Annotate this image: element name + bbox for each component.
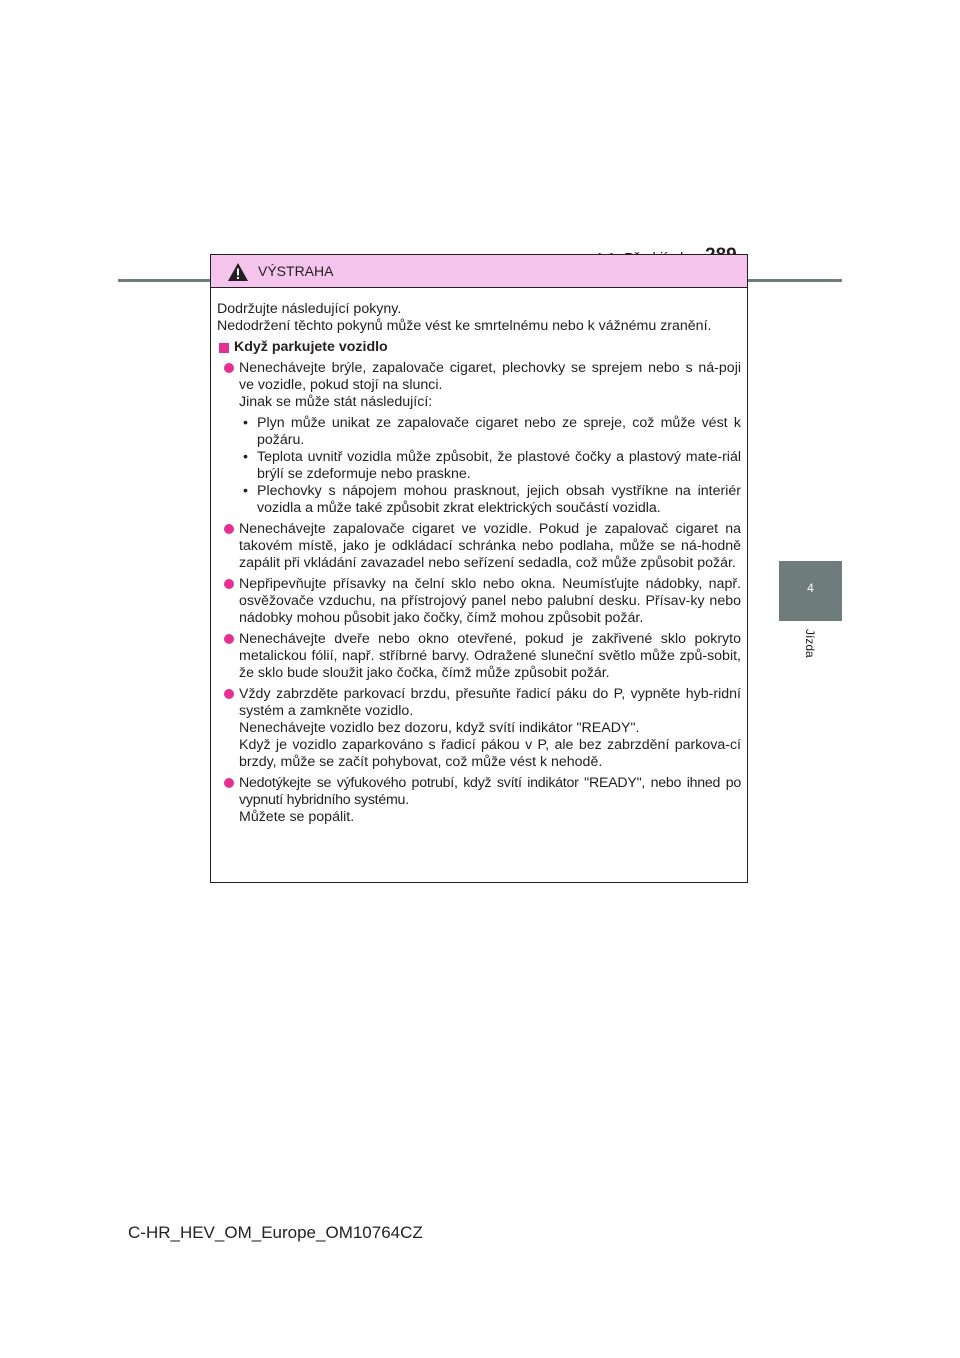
circle-bullet-icon xyxy=(224,689,234,699)
section-heading-text: Když parkujete vozidlo xyxy=(234,339,388,355)
list-item-text: Nenechávejte zapalovače cigaret ve vozidle. Pokud je zapalovač cigaret na takovém místě, jako je odkládací schránka nebo podlaha, může se ná-hodně zapálit při vkládání zavazadel nebo seřízení sedadla, což může způsobit požár. xyxy=(239,521,741,571)
warning-intro-line: Nedodržení těchto pokynů může vést ke smrtelnému nebo k vážnému zranění. xyxy=(217,318,712,334)
warning-intro-line: Dodržujte následující pokyny. xyxy=(217,301,402,317)
list-item-text: Jinak se může stát následující: xyxy=(239,394,433,410)
sub-list-item xyxy=(239,449,741,483)
sub-list-item-text: Teplota uvnitř vozidla může způsobit, že plastové čočky a plastový mate-riál brýlí se zdeformuje nebo praskne. xyxy=(257,449,741,482)
list-item-text: Nenechávejte vozidlo bez dozoru, když svítí indikátor "READY". xyxy=(239,720,640,736)
list-item-text: Vždy zabrzděte parkovací brzdu, přesuňte řadicí páku do P, vypněte hyb-ridní systém a zamkněte vozidlo. xyxy=(239,686,741,719)
list-item-text: Můžete se popálit. xyxy=(239,809,355,825)
section-heading xyxy=(217,339,741,356)
list-item-text: Když je vozidlo zaparkováno s řadicí pákou v P, ale bez zabrzdění parkova-cí brzdy, může se začít pohybovat, což může vést k nehodě. xyxy=(239,737,741,770)
list-item-text: Nenechávejte dveře nebo okno otevřené, pokud je zakřivené sklo pokryto metalickou fólií, např. stříbrné barvy. Odražené sluneční světlo může způ-sobit, že sklo bude sloužit jako čočka, čímž může způsobit požár. xyxy=(239,631,741,681)
chapter-label: Jízda xyxy=(803,629,817,658)
warning-box xyxy=(210,254,748,883)
sub-list-item xyxy=(239,483,741,517)
warning-triangle-icon xyxy=(227,262,249,282)
list-item xyxy=(217,521,741,572)
circle-bullet-icon xyxy=(224,778,234,788)
sub-bullet-icon: • xyxy=(243,483,248,499)
list-item xyxy=(217,775,741,826)
sub-list-item xyxy=(239,415,741,449)
chapter-tab-number: 4 xyxy=(807,581,814,595)
sub-list-item-text: Plechovky s nápojem mohou prasknout, jejich obsah vystříkne na interiér vozidla a může také způsobit zkrat elektrických součástí vozidla. xyxy=(257,483,741,516)
sub-bullet-icon: • xyxy=(243,449,248,465)
list-item-text: Nenechávejte brýle, zapalovače cigaret, plechovky se sprejem nebo s ná-poji ve vozidle, pokud stojí na slunci. xyxy=(239,360,741,393)
chapter-tab xyxy=(779,561,842,621)
circle-bullet-icon xyxy=(224,363,234,373)
circle-bullet-icon xyxy=(224,524,234,534)
sub-bullet-icon: • xyxy=(243,415,248,431)
warning-body xyxy=(211,288,747,826)
list-item-text: Nepřipevňujte přísavky na čelní sklo nebo okna. Neumísťujte nádobky, např. osvěžovače vzduchu, na přístrojový panel nebo palubní desku. Přísav-ky nebo nádobky mohou působit jako čočky, čímž mohou způsobit požár. xyxy=(239,576,741,626)
document-code: C-HR_HEV_OM_Europe_OM10764CZ xyxy=(128,1223,423,1242)
sub-list-item-text: Plyn může unikat ze zapalovače cigaret nebo ze spreje, což může vést k požáru. xyxy=(257,415,741,448)
square-bullet-icon xyxy=(219,343,229,353)
list-item-text: Nedotýkejte se výfukového potrubí, když svítí indikátor "READY", nebo ihned po vypnutí hybridního systému. xyxy=(239,775,741,808)
circle-bullet-icon xyxy=(224,579,234,589)
warning-header xyxy=(211,255,747,288)
list-item xyxy=(217,576,741,627)
list-item xyxy=(217,686,741,771)
list-item xyxy=(217,360,741,517)
list-item xyxy=(217,631,741,682)
warning-title: VÝSTRAHA xyxy=(258,263,334,279)
circle-bullet-icon xyxy=(224,634,234,644)
